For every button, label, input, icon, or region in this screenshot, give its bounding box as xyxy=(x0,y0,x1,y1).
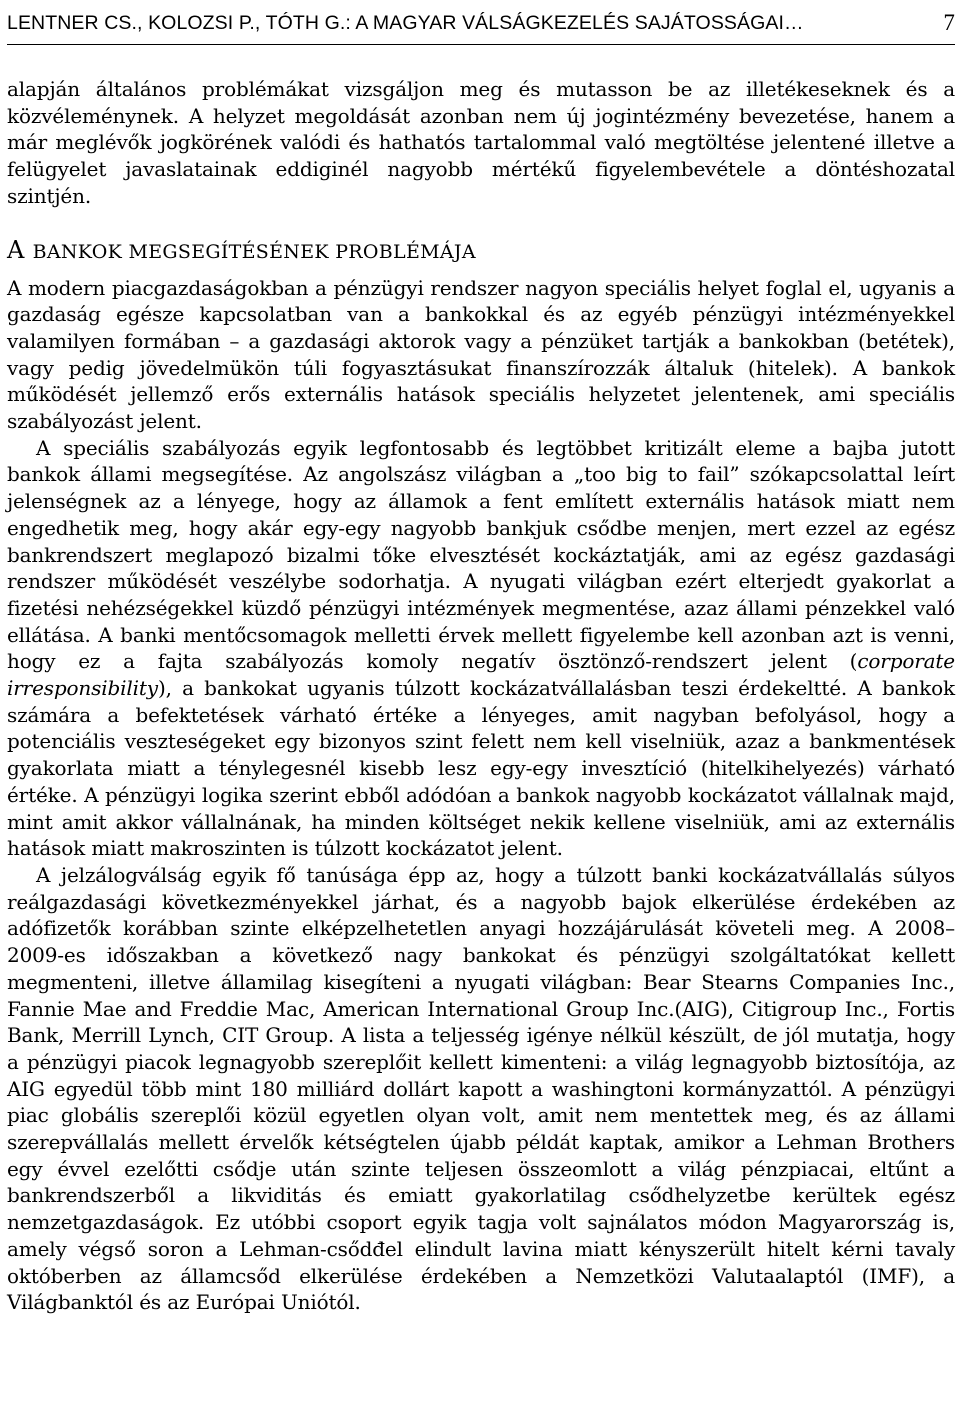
paragraph-intro: A modern piacgazdaságokban a pénzügyi rendszer nagyon speciális helyet foglal el, ugyanis a gazdaság egésze kapcsolatban van a bankokkal és az egyéb pénzügyi intézményekkel valamilyen formában – a gazdasági aktorok vagy a pénzüket tartják a bankokban (betétek), vagy pedig jövedelmükön túli fogyasztásukat finanszírozzák általuk (hitelek). A bankok működését jellemző erős externális hatások speciális helyzetet jelentenek, ami speciális szabályozást jelent. xyxy=(7,275,955,434)
paragraph-continued: alapján általános problémákat vizsgáljon meg és mutasson be az illetékeseknek és a közvéleménynek. A helyzet megoldását azonban nem új jogintézmény bevezetése, hanem a már meglévők jogkörének valódi és hathatós tartalommal való megtöltése jelentené illetve a felügyelet javaslatainak eddiginél nagyobb mértékű figyelembevétele a döntéshozatal szintjén. xyxy=(7,77,955,208)
body-text xyxy=(7,76,955,1316)
section-heading-initial: A xyxy=(7,235,25,264)
section-heading xyxy=(7,234,955,268)
paragraph-too-big-to-fail xyxy=(7,435,955,862)
section-heading-rest: BANKOK MEGSEGÍTÉSÉNEK PROBLÉMÁJA xyxy=(32,240,476,263)
paragraph-text-end: ), a bankokat ugyanis túlzott kockázatvállalásban teszi érdekeltté. A bankok számára a befektetések várható értéke a lényeges, amit nagyban befolyásol, hogy a potenciális veszteségeket egy bizonyos szint felett nem kell viselniük, azaz a bankmentések gyakorlata miatt a ténylegesnél kisebb lesz egy-egy invesztíció (hitelkihelyezés) várható értéke. A pénzügyi logika szerint ebből adódóan a bankok nagyobb kockázatot vállalnak majd, mint amit akkor vállalnának, ha minden költséget nekik kellene viselniük, ami az externális hatások miatt makroszinten is túlzott kockázatot jelent. xyxy=(7,676,955,861)
italic-term: corporate irresponsibility xyxy=(7,649,955,701)
document-page xyxy=(7,0,955,1316)
paragraph-mortgage-crisis: A jelzálogválság egyik fő tanúsága épp az, hogy a túlzott banki kockázatvállalás súlyos reálgazdasági következményekkel járhat, és a nagyobb bajok elkerülése érdekében az adófizetők korábban szinte elképzelhetetlen anyagi hozzájárulását követeli meg. A 2008–2009-es időszakban a következő nagy bankokat és pénzügyi szolgáltatókat kellett megmenteni, illetve államilag kisegíteni a nyugati világban: Bear Stearns Companies Inc., Fannie Mae and Freddie Mac, American International Group Inc.(AIG), Citigroup Inc., Fortis Bank, Merrill Lynch, CIT Group. A lista a teljesség igénye nélkül készült, de jól mutatja, hogy a pénzügyi piacok legnagyobb szereplőit kellett kimenteni: a világ legnagyobb biztosítója, az AIG egyedül több mint 180 milliárd dollárt kapott a washingtoni kormányzattól. A pénzügyi piac globális szereplői közül egyetlen olyan volt, amit nem mentettek meg, és az állami szerepvállalás mellett érvelők kétségtelen újabb példát kaptak, amikor a Lehman Brothers egy évvel ezelőtti csődje után szinte teljesen összeomlott a világ pénzpiacai, eltűnt a bankrendszerből a likviditás és emiatt gyakorlatilag csődhelyzetbe kerültek egész nemzetgazdaságok. Ez utóbbi csoport egyik tagja volt sajnálatos módon Magyarország is, amely végső soron a Lehman-csődđel elindult lavina miatt kényszerült hitelt kérni tavaly októberben az államcsőd elkerülése érdekében a Nemzetközi Valutaalaptól (IMF), a Világbanktól és az Európai Uniótól. xyxy=(7,862,955,1315)
page-number: 7 xyxy=(943,10,955,35)
running-title: LENTNER CS., KOLOZSI P., TÓTH G.: A MAGYAR VÁLSÁGKEZELÉS SAJÁTOSSÁGAI… xyxy=(7,12,804,34)
running-header xyxy=(7,0,955,45)
paragraph-text-start: A speciális szabályozás egyik legfontosabb és legtöbbet kritizált eleme a bajba jutott bankok állami megsegítése. Az angolszász világban a „too big to fail” szókapcsolattal leírt jelenségnek az a lényege, hogy az államok a fent említett externális hatások miatt nem engedhetik meg, hogy akár egy-egy nagyobb bankjuk csődbe menjen, mert ezzel az egész bankrendszert meglapozó bizalmi tőke elvesztését kockáztatják, ami az egész gazdasági rendszer működését veszélybe sodorhatja. A nyugati világban ezért elterjedt gyakorlat a fizetési nehézségekkel küzdő pénzügyi intézmények megmentése, azaz állami pénzekkel való ellátása. A banki mentőcsomagok melletti érvek mellett figyelembe kell azonban azt is venni, hogy ez a fajta szabályozás komoly negatív ösztönző-rendszert jelent ( xyxy=(7,435,955,674)
